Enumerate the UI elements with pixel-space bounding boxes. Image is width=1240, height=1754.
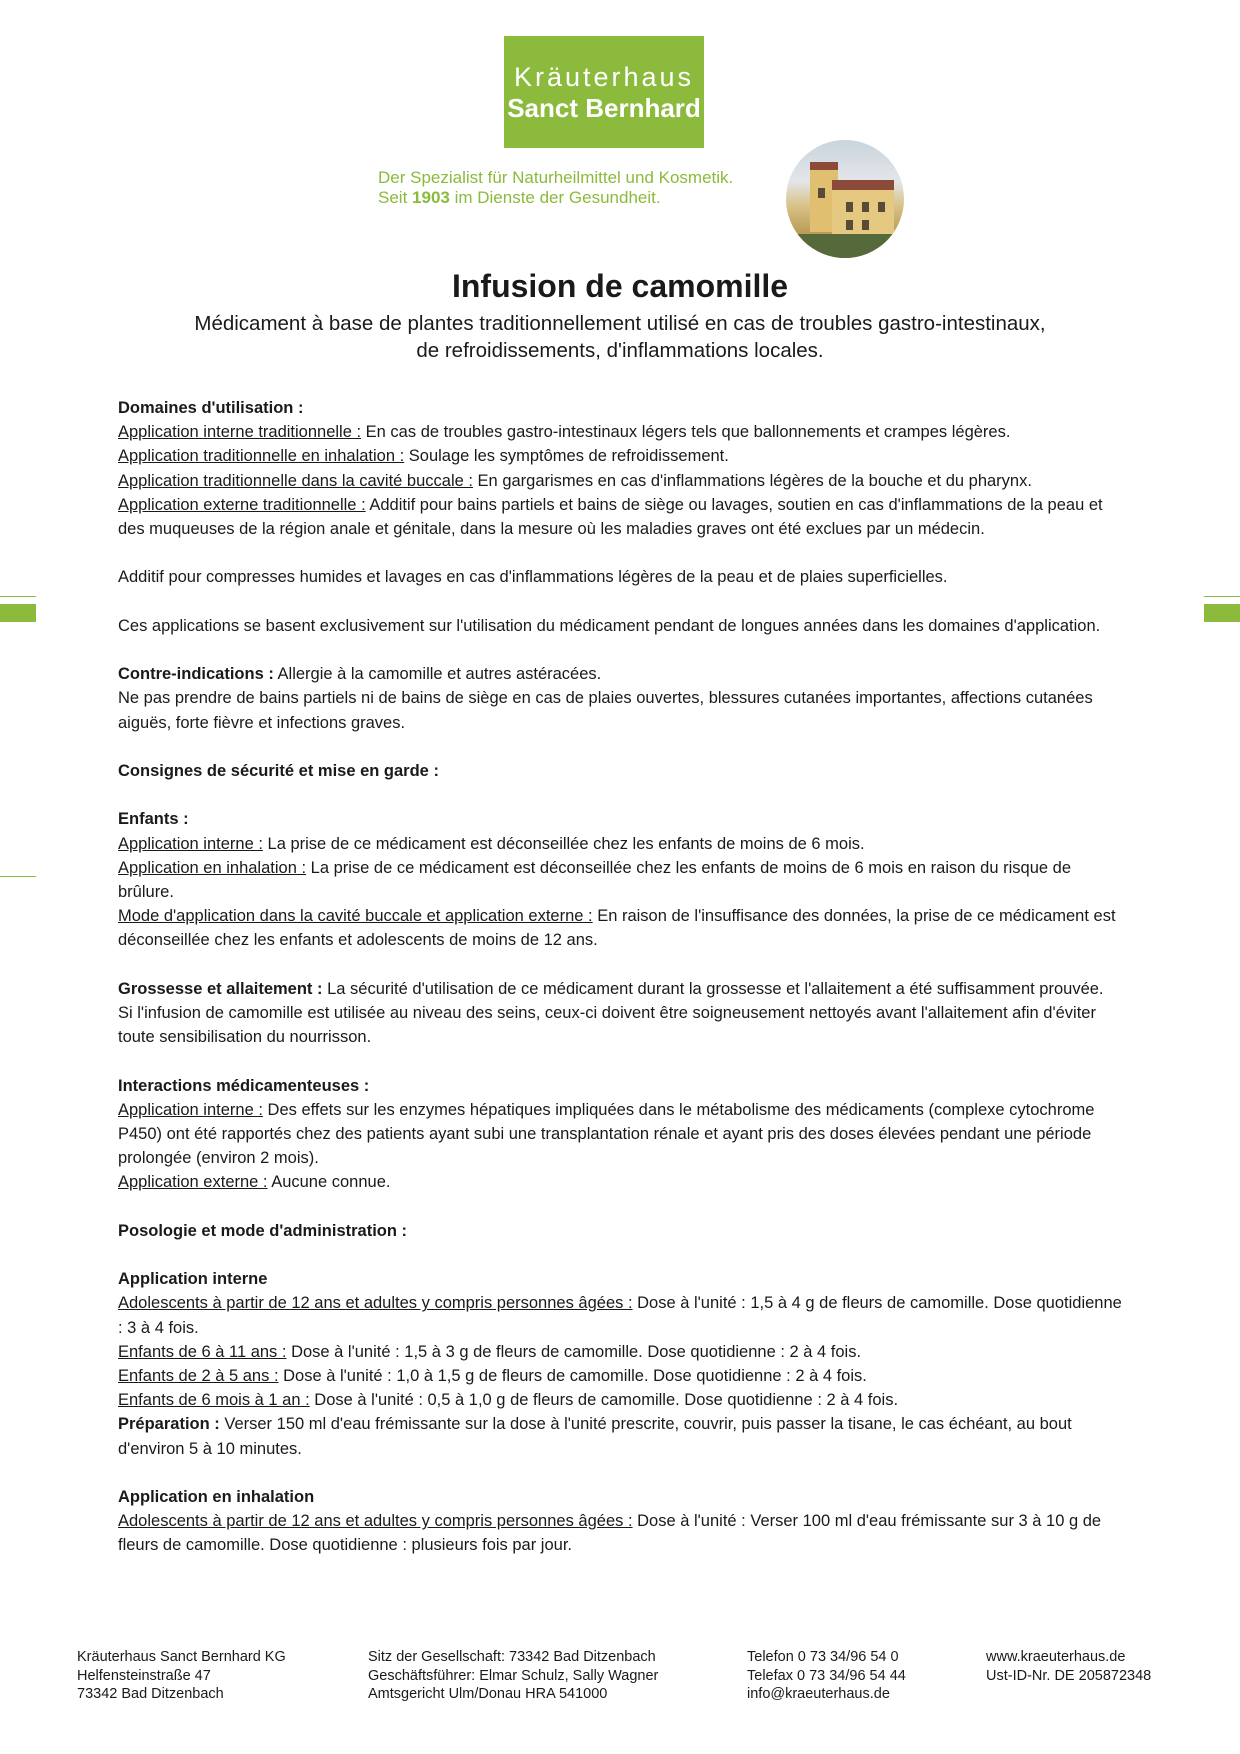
logo-line-2: Sanct Bernhard — [507, 93, 701, 123]
document-body — [118, 396, 1128, 1558]
heading-application-inhalation: Application en inhalation — [118, 1487, 315, 1506]
domaine-item: Application interne traditionnelle : En cas de troubles gastro-intestinaux légers tels que ballonnements et crampes légères. — [118, 423, 1011, 442]
contre-indications: Contre-indications : Allergie à la camomille et autres astéracées. — [118, 665, 602, 684]
slogan-year: 1903 — [412, 188, 450, 207]
side-line-left — [0, 596, 36, 597]
domaine-paragraph: Ces applications se basent exclusivement sur l'utilisation du médicament pendant de longues années dans les domaines d'application. — [118, 616, 1101, 635]
footer-line: Geschäftsführer: Elmar Schulz, Sally Wagner — [368, 1667, 659, 1684]
building-photo — [786, 140, 904, 258]
footer-line: 73342 Bad Ditzenbach — [77, 1686, 224, 1702]
footer-contact — [747, 1648, 906, 1704]
contre-indications-detail: Ne pas prendre de bains partiels ni de bains de siège en cas de plaies ouvertes, blessures cutanées importantes, affections cutanées aiguës, forte fièvre et infections graves. — [118, 689, 1093, 732]
footer-fax: Telefax 0 73 34/96 54 44 — [747, 1667, 906, 1684]
slogan — [378, 168, 733, 208]
subtitle-line-2: de refroidissements, d'inflammations locales. — [416, 339, 824, 362]
footer-legal — [368, 1648, 658, 1704]
enfants-item: Application interne : La prise de ce médicament est déconseillée chez les enfants de moins de 6 mois. — [118, 834, 865, 853]
footer-line: Helfensteinstraße 47 — [77, 1667, 211, 1684]
footer-company — [77, 1648, 286, 1704]
slogan-pre: Seit — [378, 188, 413, 207]
slogan-line-2 — [378, 188, 733, 208]
interactions-item: Application interne : Des effets sur les enzymes hépatiques impliquées dans le métabolisme des médicaments (complexe cytochrome P450) ont été rapportés chez des patients ayant subi une transplantation rénale et ayant pris des doses élevées pendant une période prolongée (environ 2 mois). — [118, 1100, 1095, 1168]
slogan-line-1: Der Spezialist für Naturheilmittel und Kosmetik. — [378, 168, 734, 187]
footer-web — [986, 1648, 1151, 1685]
side-line-right — [1204, 596, 1240, 597]
subtitle-line-1: Médicament à base de plantes traditionnellement utilisé en cas de troubles gastro-intestinaux, — [194, 312, 1046, 335]
enfants-item: Application en inhalation : La prise de ce médicament est déconseillée chez les enfants de moins de 6 mois en raison du risque de brûlure. — [118, 858, 1072, 901]
grossesse-detail: Si l'infusion de camomille est utilisée au niveau des seins, ceux-ci doivent être soigneusement nettoyés avant l'allaitement afin d'éviter toute sensibilisation du nourrisson. — [118, 1003, 1096, 1047]
subtitle — [120, 310, 1120, 364]
domaine-paragraph: Additif pour compresses humides et lavages en cas d'inflammations légères de la peau et de plaies superficielles. — [118, 568, 948, 587]
fold-line-left — [0, 876, 36, 877]
posologie-item: Enfants de 6 mois à 1 an : Dose à l'unité : 0,5 à 1,0 g de fleurs de camomille. Dose quotidienne : 2 à 4 fois. — [118, 1391, 899, 1410]
heading-enfants: Enfants : — [118, 810, 189, 829]
enfants-item: Mode d'application dans la cavité buccale et application externe : En raison de l'insuffisance des données, la prise de ce médicament est déconseillée chez les enfants et adolescents de moins de 12 ans. — [118, 907, 1116, 950]
domaine-item: Application traditionnelle dans la cavité buccale : En gargarismes en cas d'inflammations légères de la bouche et du pharynx. — [118, 471, 1032, 490]
footer-line: Amtsgericht Ulm/Donau HRA 541000 — [368, 1686, 608, 1702]
brand-logo — [504, 36, 704, 148]
page-title: Infusion de camomille — [451, 268, 789, 304]
logo-line-1: Kräuterhaus — [513, 62, 695, 92]
posologie-item: Adolescents à partir de 12 ans et adultes y compris personnes âgées : Dose à l'unité : 1,5 à 4 g de fleurs de camomille. Dose quotidienne : 3 à 4 fois. — [118, 1294, 1122, 1337]
footer-website[interactable]: www.kraeuterhaus.de — [986, 1649, 1126, 1665]
footer-line: Kräuterhaus Sanct Bernhard KG — [77, 1649, 286, 1665]
heading-consignes: Consignes de sécurité et mise en garde : — [118, 761, 439, 780]
interactions-item: Application externe : Aucune connue. — [118, 1173, 391, 1192]
posologie-item: Enfants de 2 à 5 ans : Dose à l'unité : 1,0 à 1,5 g de fleurs de camomille. Dose quotidienne : 2 à 4 fois. — [118, 1366, 867, 1385]
footer-phone: Telefon 0 73 34/96 54 0 — [747, 1649, 899, 1665]
domaine-item: Application traditionnelle en inhalation : Soulage les symptômes de refroidissement. — [118, 447, 729, 466]
footer-vat: Ust-ID-Nr. DE 205872348 — [986, 1667, 1152, 1684]
domaine-item: Application externe traditionnelle : Additif pour bains partiels et bains de siège ou lavages, soutien en cas d'inflammations de la peau et des muqueuses de la région anale et génitale, dans la mesure où les maladies graves ont été exclues par un médecin. — [118, 495, 1103, 539]
heading-interactions: Interactions médicamenteuses : — [118, 1076, 370, 1095]
inhalation-item: Adolescents à partir de 12 ans et adultes y compris personnes âgées : Dose à l'unité : Verser 100 ml d'eau frémissante sur 3 à 10 g de fleurs de camomille. Dose quotidienne : plusieurs fois par jour. — [118, 1512, 1102, 1555]
footer-line: Sitz der Gesellschaft: 73342 Bad Ditzenbach — [368, 1649, 656, 1665]
grossesse: Grossesse et allaitement : La sécurité d'utilisation de ce médicament durant la grossesse et l'allaitement a été suffisamment prouvée. — [118, 979, 1104, 998]
slogan-post: im Dienste der Gesundheit. — [449, 188, 661, 207]
heading-posologie: Posologie et mode d'administration : — [118, 1221, 408, 1240]
heading-domaines: Domaines d'utilisation : — [118, 399, 304, 417]
footer-email[interactable]: info@kraeuterhaus.de — [747, 1686, 890, 1702]
side-mark-right — [1204, 604, 1240, 622]
heading-application-interne: Application interne — [118, 1270, 268, 1289]
preparation: Préparation : Verser 150 ml d'eau frémissante sur la dose à l'unité prescrite, couvrir, puis passer la tisane, le cas échéant, au bout d'environ 5 à 10 minutes. — [118, 1415, 1072, 1458]
side-mark-left — [0, 604, 36, 622]
posologie-item: Enfants de 6 à 11 ans : Dose à l'unité : 1,5 à 3 g de fleurs de camomille. Dose quotidienne : 2 à 4 fois. — [118, 1342, 862, 1361]
